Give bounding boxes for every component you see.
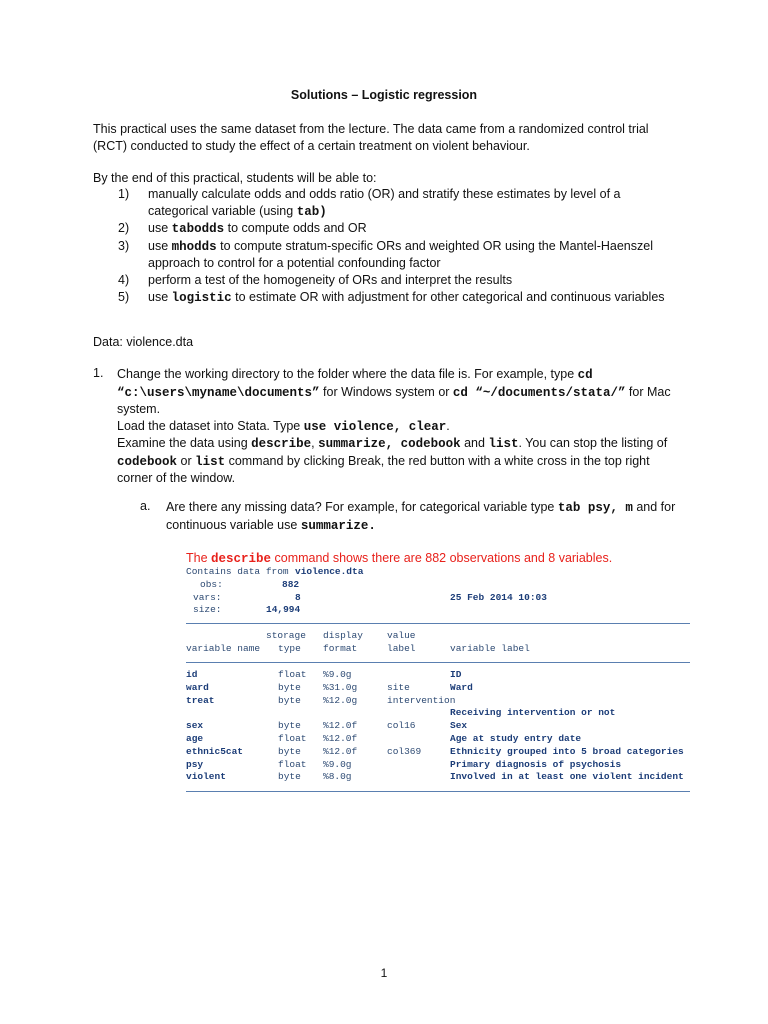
output-value: 882 (282, 578, 300, 590)
output-row (186, 604, 690, 617)
var-name: ethnic5cat (186, 745, 244, 757)
stata-variable-table (186, 669, 690, 784)
var-label: Ward (450, 681, 473, 693)
question-number: 1. (93, 366, 104, 380)
instruction-line-2 (117, 418, 673, 436)
text: . You can stop the listing of (518, 436, 668, 450)
output-divider (186, 791, 690, 792)
var-type: byte (278, 681, 301, 693)
text: Are there any missing data? For example, for categorical variable type (166, 500, 558, 514)
stata-column-headers (186, 630, 690, 656)
text: and (460, 436, 489, 450)
var-type: byte (278, 745, 301, 757)
var-label: Age at study entry date (450, 732, 582, 744)
code-snippet: codebook (117, 454, 178, 469)
code-snippet: list (195, 454, 226, 469)
var-name: psy (186, 758, 204, 770)
var-label: Involved in at least one violent incident (450, 771, 684, 783)
var-name: sex (186, 720, 204, 732)
code-snippet: tab) (296, 204, 327, 219)
item-text: use (148, 221, 172, 235)
column-header: variable label (450, 642, 530, 654)
data-file-text: Data: violence.dta (93, 335, 194, 349)
objectives-list (118, 186, 678, 307)
item-number: 4) (118, 272, 130, 287)
question-1a (140, 499, 680, 534)
output-filename: violence.dta (295, 566, 364, 577)
table-row (186, 720, 690, 733)
column-header: type (278, 642, 301, 654)
item-number: 1) (118, 187, 130, 201)
code-snippet: cd “~/documents/stata/” (452, 385, 626, 400)
text: . (446, 418, 450, 433)
text: command by clicking Break, the red button with a white cross in the top right corner of the window. (117, 453, 650, 485)
table-row (186, 682, 690, 695)
text: command shows there are 882 observations and 8 variables. (271, 551, 613, 565)
var-label: Primary diagnosis of psychosis (450, 758, 622, 770)
code-snippet: summarize. (300, 518, 376, 533)
item-number: 5) (118, 290, 130, 304)
output-label: Contains data from (186, 566, 289, 577)
column-header: label (387, 642, 416, 654)
var-label: ID (450, 669, 462, 680)
var-name: violent (186, 771, 226, 783)
text: Change the working directory to the folder where the data file is. For example, type (117, 367, 578, 381)
list-item (118, 289, 678, 307)
output-value: 8 (295, 591, 301, 603)
table-row (186, 669, 690, 682)
var-type: byte (278, 720, 301, 732)
code-snippet: mhodds (171, 239, 217, 254)
output-value: 14,994 (266, 604, 301, 616)
var-name: treat (186, 694, 215, 706)
output-row (186, 630, 690, 643)
page-number: 1 (380, 966, 388, 980)
answer-text (186, 550, 686, 567)
code-snippet: describe (211, 552, 272, 566)
var-value-label: col369 (387, 745, 422, 757)
column-header: storage (266, 630, 306, 641)
output-label: vars: (193, 591, 222, 603)
text: Load the dataset into Stata. Type (117, 418, 304, 433)
objectives-intro-text: By the end of this practical, students will be able to: (93, 171, 377, 185)
code-snippet: cd “c:\users\myname\documents” (117, 368, 593, 400)
output-divider (186, 623, 690, 624)
question-letter: a. (140, 499, 151, 513)
output-date: 25 Feb 2014 10:03 (450, 591, 547, 603)
var-type: float (278, 669, 307, 680)
var-type: byte (278, 771, 301, 783)
item-text: use (148, 238, 172, 253)
var-name: id (186, 669, 198, 680)
output-label: obs: (200, 578, 223, 590)
code-snippet: tab psy, m (557, 501, 633, 515)
output-row (186, 643, 690, 656)
output-row (186, 566, 690, 579)
code-snippet: use violence, clear (303, 419, 447, 434)
item-text: use (148, 290, 172, 304)
var-type: byte (278, 694, 301, 706)
item-number: 3) (118, 238, 130, 253)
table-row (186, 746, 690, 759)
item-text: manually calculate odds and odds ratio (OR) and stratify these estimates by level of a categorical variable (using (148, 187, 621, 218)
var-type: float (278, 758, 307, 770)
text: The (186, 551, 212, 565)
var-label: Ethnicity grouped into 5 broad categories (450, 745, 684, 757)
question-body (166, 499, 680, 534)
table-row (186, 759, 690, 772)
var-value-label: intervention (387, 694, 456, 706)
var-format: %9.0g (323, 669, 352, 680)
text: for Mac system. (117, 384, 671, 416)
var-format: %12.0f (323, 745, 358, 757)
var-name: age (186, 732, 204, 744)
text: for Windows system or (319, 384, 453, 399)
var-label: Sex (450, 720, 468, 732)
stata-output-header (186, 566, 690, 617)
item-text: to estimate OR with adjustment for other categorical and continuous variables (231, 290, 665, 304)
question-1 (93, 366, 673, 487)
intro-paragraph (93, 121, 683, 154)
text: or (177, 453, 196, 468)
column-header: value (387, 630, 416, 641)
table-row (186, 695, 690, 708)
objectives-intro (93, 170, 683, 187)
code-snippet: tabodds (171, 222, 225, 236)
column-header: variable name (186, 642, 261, 654)
list-item (118, 186, 678, 220)
var-format: %9.0g (323, 758, 352, 770)
text: , (311, 436, 319, 450)
var-value-label: site (387, 681, 410, 693)
column-header: format (323, 642, 358, 654)
instruction-line-3 (117, 435, 673, 487)
table-row (186, 771, 690, 784)
var-name: ward (186, 681, 209, 693)
output-row (186, 579, 690, 592)
list-item (118, 238, 678, 272)
var-type: float (278, 732, 307, 744)
output-row (186, 592, 690, 605)
table-row (186, 733, 690, 746)
list-item (118, 272, 678, 290)
text: Examine the data using (117, 436, 252, 450)
var-format: %12.0f (323, 732, 358, 744)
var-value-label: col16 (387, 720, 416, 732)
code-snippet: summarize, codebook (318, 437, 461, 451)
list-item (118, 220, 678, 238)
document-title: Solutions – Logistic regression (290, 88, 478, 102)
text: and for continuous variable use (166, 500, 676, 532)
var-format: %12.0f (323, 720, 358, 732)
output-divider (186, 662, 690, 663)
var-format: %12.0g (323, 694, 358, 706)
code-snippet: list (488, 437, 519, 451)
code-snippet: describe (251, 437, 312, 451)
data-line (93, 334, 683, 351)
var-label: Receiving intervention or not (450, 707, 616, 719)
item-number: 2) (118, 221, 130, 235)
table-row (186, 707, 690, 720)
item-text: perform a test of the homogeneity of ORs and interpret the results (148, 272, 513, 287)
var-format: %31.0g (323, 681, 358, 693)
item-text: to compute odds and OR (224, 221, 367, 235)
column-header: display (323, 630, 363, 641)
question-body (117, 366, 673, 487)
item-text: to compute stratum-specific ORs and weighted OR using the Mantel-Haenszel approach to control for a potential confounding factor (148, 238, 653, 270)
output-label: size: (193, 604, 222, 616)
code-snippet: logistic (171, 291, 232, 305)
var-format: %8.0g (323, 771, 352, 783)
intro-text: This practical uses the same dataset from the lecture. The data came from a randomized control trial (RCT) conducted to study the effect of a certain treatment on violent behaviour. (93, 122, 649, 153)
instruction-line-1 (117, 366, 673, 418)
